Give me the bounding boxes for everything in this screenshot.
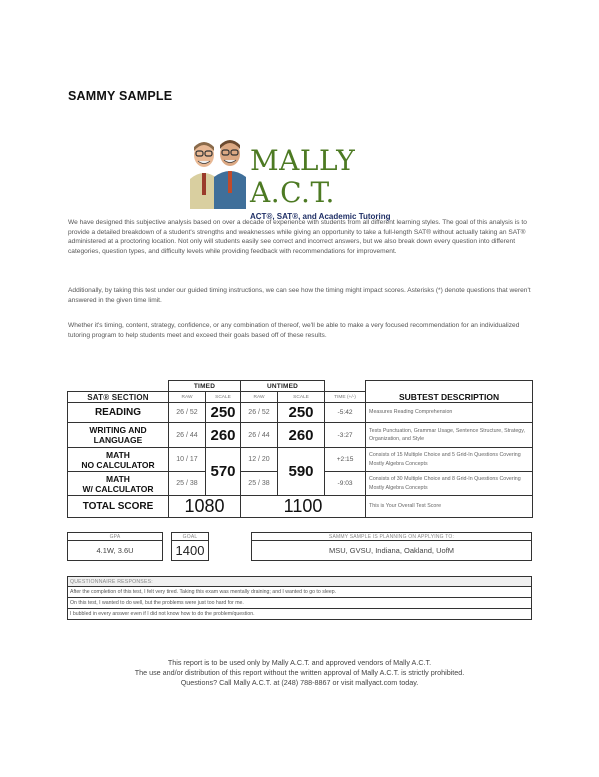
total-untimed-score: 1100	[241, 496, 366, 518]
math-calc-description: Consists of 30 Multiple Choice and 8 Grid-In Questions Covering Mostly Algebra Concepts	[366, 472, 533, 496]
college-plans-label: SAMMY SAMPLE IS PLANNING ON APPLYING TO:	[252, 533, 532, 541]
reading-timed-scale: 250	[206, 403, 241, 423]
header-spacer	[325, 381, 366, 392]
questionnaire-box	[67, 576, 532, 620]
reading-timed-raw: 26 / 52	[169, 403, 206, 423]
gpa-box	[67, 532, 163, 561]
questionnaire-response: I bubbled in every answer even if I did not know how to do the problem/question.	[68, 609, 532, 620]
math-no-calc-description: Consists of 15 Multiple Choice and 5 Grid-In Questions Covering Mostly Algebra Concepts	[366, 448, 533, 472]
footer-line-2: The use and/or distribution of this report without the written approval of Mally A.C.T. is strictly prohibited.	[134, 668, 465, 677]
time-header: TIME (+/-)	[325, 392, 366, 403]
total-score-label: TOTAL SCORE	[68, 496, 169, 518]
total-timed-score: 1080	[169, 496, 241, 518]
math-calc-label-line1: MATH	[106, 473, 130, 484]
gpa-value: 4.1W, 3.6U	[68, 541, 163, 561]
math-no-calc-label	[68, 448, 169, 472]
reading-label: READING	[68, 403, 169, 423]
logo-title: MALLY A.C.T.	[250, 144, 356, 209]
section-header: SAT® SECTION	[68, 392, 169, 403]
gpa-label: GPA	[68, 533, 163, 541]
writing-time: -3:27	[325, 423, 366, 448]
reading-untimed-raw: 26 / 52	[241, 403, 278, 423]
college-plans-box	[251, 532, 532, 561]
math-timed-scale: 570	[206, 448, 241, 496]
timed-raw-header: RAW	[169, 392, 206, 403]
intro-paragraph-1: We have designed this subjective analysis based on over a decade of experience with students from all different learning styles. The goal of this analysis is to provide a detailed breakdown of a student's strengths and weaknesses while giving an opportunity to take a full-length SAT® without actually taking an SAT® administered at a proctoring location. Not only will students easily see correct and incorrect answers, but we also break down every question into different categories, question types, and difficulty levels while providing feedback with recommendations for improvement.	[68, 219, 527, 255]
timed-header: TIMED	[169, 381, 241, 392]
header-spacer	[68, 381, 169, 392]
writing-timed-raw: 26 / 44	[169, 423, 206, 448]
untimed-raw-header: RAW	[241, 392, 278, 403]
math-calc-untimed-raw: 25 / 38	[241, 472, 278, 496]
writing-description: Tests Punctuation, Grammar Usage, Sentence Structure, Strategy, Organization, and Style	[366, 423, 533, 448]
math-calc-time: -9:03	[325, 472, 366, 496]
untimed-scale-header: SCALE	[278, 392, 325, 403]
writing-timed-scale: 260	[206, 423, 241, 448]
company-logo	[184, 137, 416, 221]
math-no-calc-label-line2: NO CALCULATOR	[81, 459, 155, 470]
writing-untimed-scale: 260	[278, 423, 325, 448]
reading-time: -5:42	[325, 403, 366, 423]
total-description: This is Your Overall Test Score	[366, 496, 533, 518]
reading-untimed-scale: 250	[278, 403, 325, 423]
student-name: SAMMY SAMPLE	[68, 89, 173, 103]
math-calc-timed-raw: 25 / 38	[169, 472, 206, 496]
intro-paragraph-2: Additionally, by taking this test under our guided timing instructions, we can see how the timing might impact scores. Asterisks (*) denote questions that weren't answered in the given time limit.	[68, 287, 531, 304]
writing-untimed-raw: 26 / 44	[241, 423, 278, 448]
math-no-calc-time: +2:15	[325, 448, 366, 472]
subtest-description-header: SUBTEST DESCRIPTION	[366, 381, 533, 403]
timed-scale-header: SCALE	[206, 392, 241, 403]
math-calc-label-line2: W/ CALCULATOR	[82, 483, 154, 494]
math-untimed-scale: 590	[278, 448, 325, 496]
reading-description: Measures Reading Comprehension	[366, 403, 533, 423]
math-calc-label	[68, 472, 169, 496]
footer-line-3: Questions? Call Mally A.C.T. at (248) 788-8867 or visit mallyact.com today.	[180, 678, 419, 687]
math-no-calc-untimed-raw: 12 / 20	[241, 448, 278, 472]
intro-paragraph-3: Whether it's timing, content, strategy, confidence, or any combination of thereof, we'll be able to make a very focused recommendation for an individualized tutoring program to help students meet and exceed their goals based off of these results.	[68, 322, 520, 339]
writing-label-line1: WRITING AND	[89, 425, 147, 435]
footer-line-1: This report is to be used only by Mally A.C.T. and approved vendors of Mally A.C.T.	[167, 658, 432, 667]
goal-value: 1400	[172, 541, 209, 561]
math-no-calc-timed-raw: 10 / 17	[169, 448, 206, 472]
math-no-calc-label-line1: MATH	[106, 449, 130, 460]
untimed-header: UNTIMED	[241, 381, 325, 392]
questionnaire-response: On this test, I wanted to do well, but the problems were just too hard for me.	[68, 598, 532, 609]
writing-label	[68, 423, 169, 448]
writing-label-line2: LANGUAGE	[93, 435, 143, 445]
questionnaire-label: QUESTIONNAIRE RESPONSES:	[68, 577, 532, 587]
tutor-caricatures	[184, 137, 248, 209]
goal-box	[171, 532, 209, 561]
score-table	[67, 380, 533, 518]
logo-subtitle: ACT®, SAT®, and Academic Tutoring	[250, 212, 391, 221]
goal-label: GOAL	[172, 533, 209, 541]
college-plans-value: MSU, GVSU, Indiana, Oakland, UofM	[252, 541, 532, 561]
questionnaire-response: After the completion of this test, I felt very tired. Taking this exam was mentally draining; and I wanted to go to sleep.	[68, 587, 532, 598]
footer	[0, 658, 599, 688]
